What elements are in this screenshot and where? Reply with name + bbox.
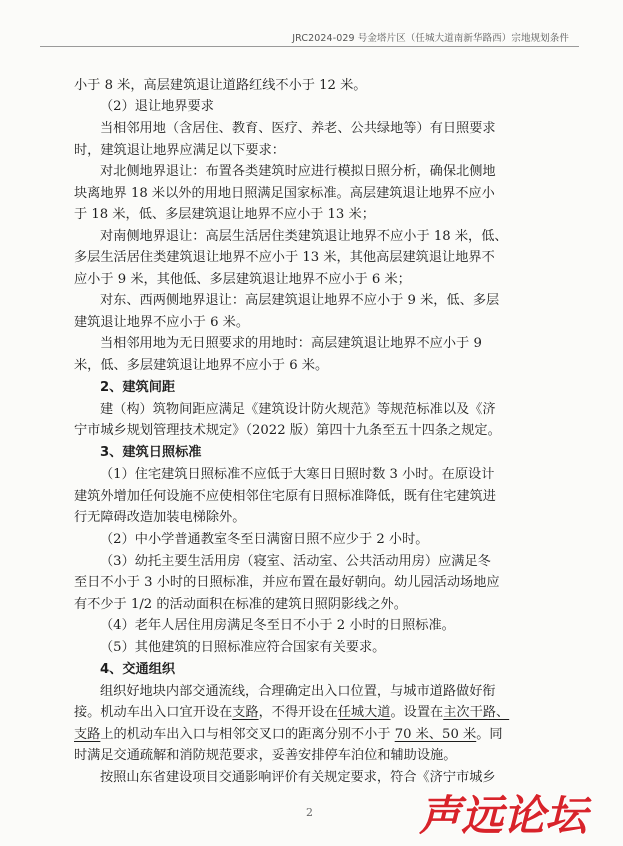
paragraph-line: 块离地界 18 米以外的用地日照满足国家标准。高层建筑退让地界不应小 xyxy=(74,186,495,201)
underlined-term: 70 米、50 米 xyxy=(394,727,477,742)
page-header xyxy=(0,0,623,44)
section-heading-sunlight-standard: 3、建筑日照标准 xyxy=(100,445,202,460)
underlined-term: 支路 xyxy=(232,705,259,720)
paragraph-line: 组织好地块内部交通流线，合理确定出入口位置，与城市道路做好衔 xyxy=(100,684,496,699)
paragraph-line: 有不少于 1/2 的活动面积在标准的建筑日照阴影线之外。 xyxy=(74,597,407,612)
paragraph-line: 小于 8 米，高层建筑退让道路红线不小于 12 米。 xyxy=(74,78,367,93)
paragraph-line: （3）幼托主要生活用房（寝室、活动室、公共活动用房）应满足冬 xyxy=(100,554,491,569)
header-divider xyxy=(40,46,579,47)
paragraph-line: 对北侧地界退让：布置各类建筑时应进行模拟日照分析，确保北侧地 xyxy=(100,164,496,179)
text-run: ，不得开设在 xyxy=(258,705,338,720)
paragraph-line: （1）住宅建筑日照标准不应低于大寒日日照时数 3 小时。在原设计 xyxy=(100,467,495,482)
subheading: （2）退让地界要求 xyxy=(100,99,214,114)
paragraph-line: 米，低、多层建筑退让地界不应小于 6 米。 xyxy=(74,358,329,373)
paragraph-line: 于 18 米，低、多层建筑退让地界不应小于 13 米； xyxy=(74,207,375,222)
paragraph-line: 对东、西两侧地界退让：高层建筑退让地界不应小于 9 米，低、多层 xyxy=(100,293,500,308)
paragraph-line: 建（构）筑物间距应满足《建筑设计防火规范》等规范标准以及《济 xyxy=(100,402,496,417)
paragraph-line: （2）中小学普通教室冬至日满窗日照不应少于 2 小时。 xyxy=(100,532,429,547)
paragraph-line: （5）其他建筑的日照标准应符合国家有关要求。 xyxy=(100,640,386,655)
paragraph-line: 多层生活居住类建筑退让地界不应小于 13 米，其他高层建筑退让地界不 xyxy=(74,250,495,265)
paragraph-line: 建筑外增加任何设施不应使相邻住宅原有日照标准降低，既有住宅建筑进 xyxy=(74,489,496,504)
paragraph-line: 对南侧地界退让：高层生活居住类建筑退让地界不应小于 18 米，低、 xyxy=(100,229,508,244)
underlined-term: 主次干路、 xyxy=(443,705,510,720)
section-heading-traffic: 4、交通组织 xyxy=(100,662,176,677)
document-title: JRC2024-029 号金塔片区（任城大道南新华路西）宗地规划条件 xyxy=(292,33,569,44)
paragraph-line: 宁市城乡规划管理技术规定》（2022 版）第四十九条至五十四条之规定。 xyxy=(74,423,501,438)
paragraph-line: 当相邻用地（含居住、教育、医疗、养老、公共绿地等）有日照要求 xyxy=(100,121,496,136)
paragraph-line: 行无障碍改造加装电梯除外。 xyxy=(74,510,246,525)
underlined-term: 支路 xyxy=(74,727,101,742)
text-run: 接。机动车出入口宜开设在 xyxy=(74,705,233,720)
watermark-text: 声远论坛 xyxy=(419,791,588,840)
text-run: 。同 xyxy=(476,727,503,742)
text-run: 。设置在 xyxy=(390,705,444,720)
section-heading-building-spacing: 2、建筑间距 xyxy=(100,380,176,395)
paragraph-line: 至日不小于 3 小时的日照标准，并应布置在最好朝向。幼儿园活动场地应 xyxy=(74,575,500,590)
paragraph-line xyxy=(74,725,503,745)
watermark-logo xyxy=(415,786,615,842)
paragraph-line: 建筑退让地界不应小于 6 米。 xyxy=(74,315,250,330)
paragraph-line: 应小于 9 米，其他低、多层建筑退让地界不应小于 6 米； xyxy=(74,272,411,287)
paragraph-line: （4）老年人居住用房满足冬至日不小于 2 小时的日照标准。 xyxy=(100,618,455,633)
page-number: 2 xyxy=(306,806,313,819)
paragraph-line: 按照山东省建设项目交通影响评价有关规定要求，符合《济宁市城乡 xyxy=(100,770,496,785)
paragraph-line: 时满足交通疏解和消防规范要求，妥善安排停车泊位和辅助设施。 xyxy=(74,748,457,763)
paragraph-line: 时，建筑退让地界应满足以下要求： xyxy=(74,143,285,158)
paragraph-line xyxy=(74,703,509,723)
text-run: 上的机动车出入口与相邻交叉口的距离分别不小于 xyxy=(100,727,395,742)
underlined-term: 任城大道 xyxy=(337,705,391,720)
paragraph-line: 当相邻用地为无日照要求的用地时：高层建筑退让地界不应小于 9 xyxy=(100,336,482,351)
